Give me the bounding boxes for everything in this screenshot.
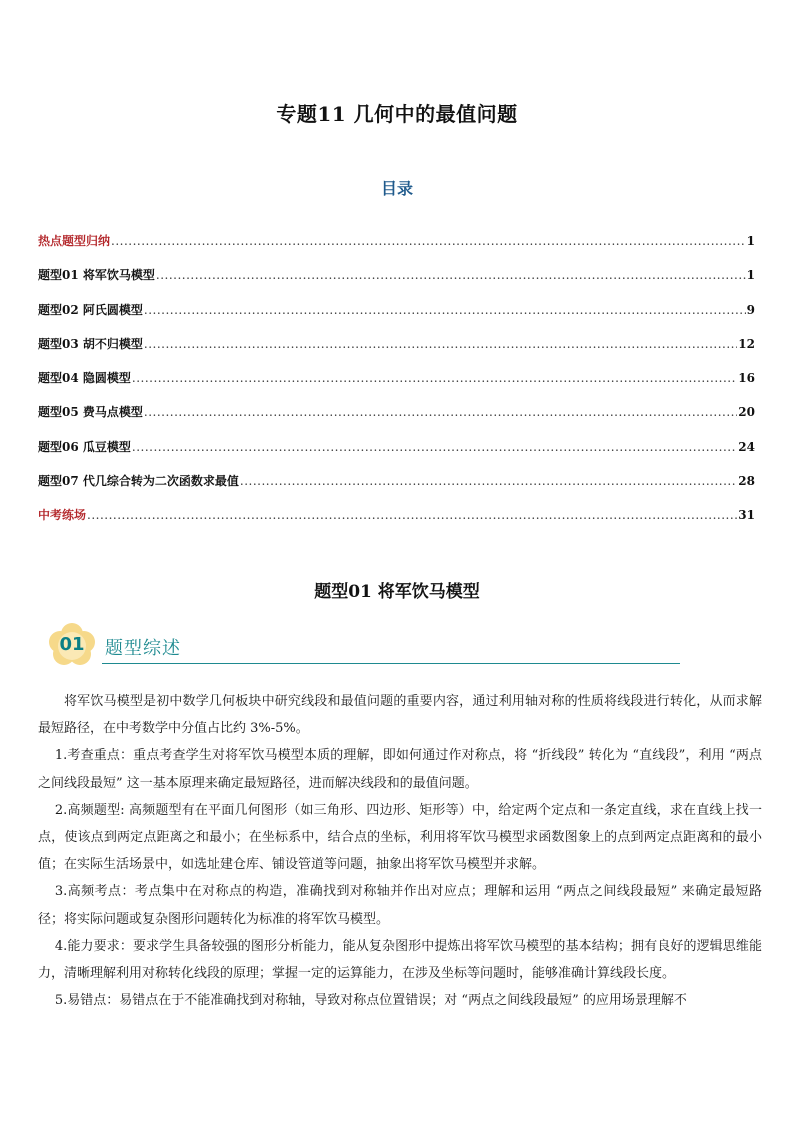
list-item: 1.考查重点：重点考查学生对将军饮马模型本质的理解，即如何通过作对称点，将 “折线段” 转化为 “直线段”，利用 “两点之间线段最短” 这一基本原理来确定最短路径，进而解决线段和的最值问题。 — [38, 748, 762, 791]
toc-entry-page: 28 — [738, 474, 755, 489]
toc-leader-dots — [111, 234, 746, 248]
table-of-contents — [38, 232, 755, 541]
toc-leader-dots — [144, 405, 737, 419]
toc-entry[interactable] — [38, 438, 755, 472]
toc-entry-label: 题型03 胡不归模型 — [38, 336, 143, 351]
toc-entry-page: 9 — [746, 302, 755, 317]
toc-leader-dots — [132, 371, 737, 385]
toc-entry-page: 1 — [746, 268, 755, 283]
document-title: 专题11 几何中的最值问题 — [276, 102, 518, 126]
toc-entry-page: 24 — [738, 439, 755, 454]
banner-divider — [102, 663, 680, 664]
section-banner — [46, 622, 636, 668]
toc-heading: 目录 — [380, 179, 413, 198]
toc-entry-label: 题型07 代几综合转为二次函数求最值 — [38, 474, 239, 489]
section-title: 题型01 将军饮马模型 — [314, 582, 480, 602]
toc-entry[interactable] — [38, 335, 755, 369]
toc-entry-label: 热点题型归纳 — [38, 234, 111, 248]
toc-entry[interactable] — [38, 506, 755, 540]
toc-leader-dots — [240, 474, 737, 488]
toc-entry[interactable] — [38, 232, 755, 266]
toc-leader-dots — [144, 303, 746, 317]
toc-entry[interactable] — [38, 266, 755, 300]
list-item: 2.高频题型: 高频题型有在平面几何图形（如三角形、四边形、矩形等）中，给定两个定点和一条定直线，求在直线上找一点，使该点到两定点距离之和最小；在坐标系中，结合点的坐标，利用将军饮马模型求函数图象上的点到两定点距离和的最小值；在实际生活场景中，如选址建仓库、铺设管道等问题，抽象出将军饮马模型并求解。 — [38, 802, 762, 873]
toc-entry[interactable] — [38, 369, 755, 403]
toc-entry-label: 题型01 将军饮马模型 — [38, 268, 155, 283]
toc-entry-label: 题型06 瓜豆模型 — [38, 439, 131, 454]
toc-entry-label: 中考练场 — [38, 508, 87, 523]
toc-entry[interactable] — [38, 472, 755, 506]
toc-leader-dots — [132, 440, 737, 454]
toc-entry[interactable] — [38, 301, 755, 335]
toc-entry[interactable] — [38, 403, 755, 437]
banner-number: 01 — [59, 634, 85, 655]
toc-leader-dots — [87, 508, 737, 522]
toc-entry-page: 1 — [746, 234, 755, 248]
toc-entry-page: 16 — [738, 371, 755, 386]
toc-entry-label: 题型02 阿氏圆模型 — [38, 302, 143, 317]
toc-entry-page: 31 — [738, 508, 755, 523]
toc-entry-page: 12 — [738, 336, 755, 351]
list-item: 4.能力要求：要求学生具备较强的图形分析能力，能从复杂图形中提炼出将军饮马模型的基本结构；拥有良好的逻辑思维能力，清晰理解利用对称转化线段的原理；掌握一定的运算能力，在涉及坐标等问题时，能够准确计算线段长度。 — [38, 938, 762, 982]
list-item: 3.高频考点：考点集中在对称点的构造，准确找到对称轴并作出对应点；理解和运用 “两点之间线段最短” 来确定最短路径；将实际问题或复杂图形问题转化为标准的将军饮马模型。 — [38, 884, 762, 927]
intro-paragraph: 将军饮马模型是初中数学几何板块中研究线段和最值问题的重要内容，通过利用轴对称的性质将线段进行转化，从而求解最短路径，在中考数学中分值占比约 3%-5%。 — [38, 694, 762, 737]
toc-entry-label: 题型04 隐圆模型 — [38, 371, 131, 386]
toc-leader-dots — [156, 268, 746, 282]
toc-entry-label: 题型05 费马点模型 — [38, 405, 143, 420]
toc-leader-dots — [144, 337, 737, 351]
body-text — [38, 688, 762, 1014]
list-item: 5.易错点：易错点在于不能准确找到对称轴，导致对称点位置错误；对 “两点之间线段最短” 的应用场景理解不 — [54, 993, 687, 1009]
toc-entry-page: 20 — [738, 405, 755, 420]
banner-title: 题型综述 — [105, 638, 181, 659]
